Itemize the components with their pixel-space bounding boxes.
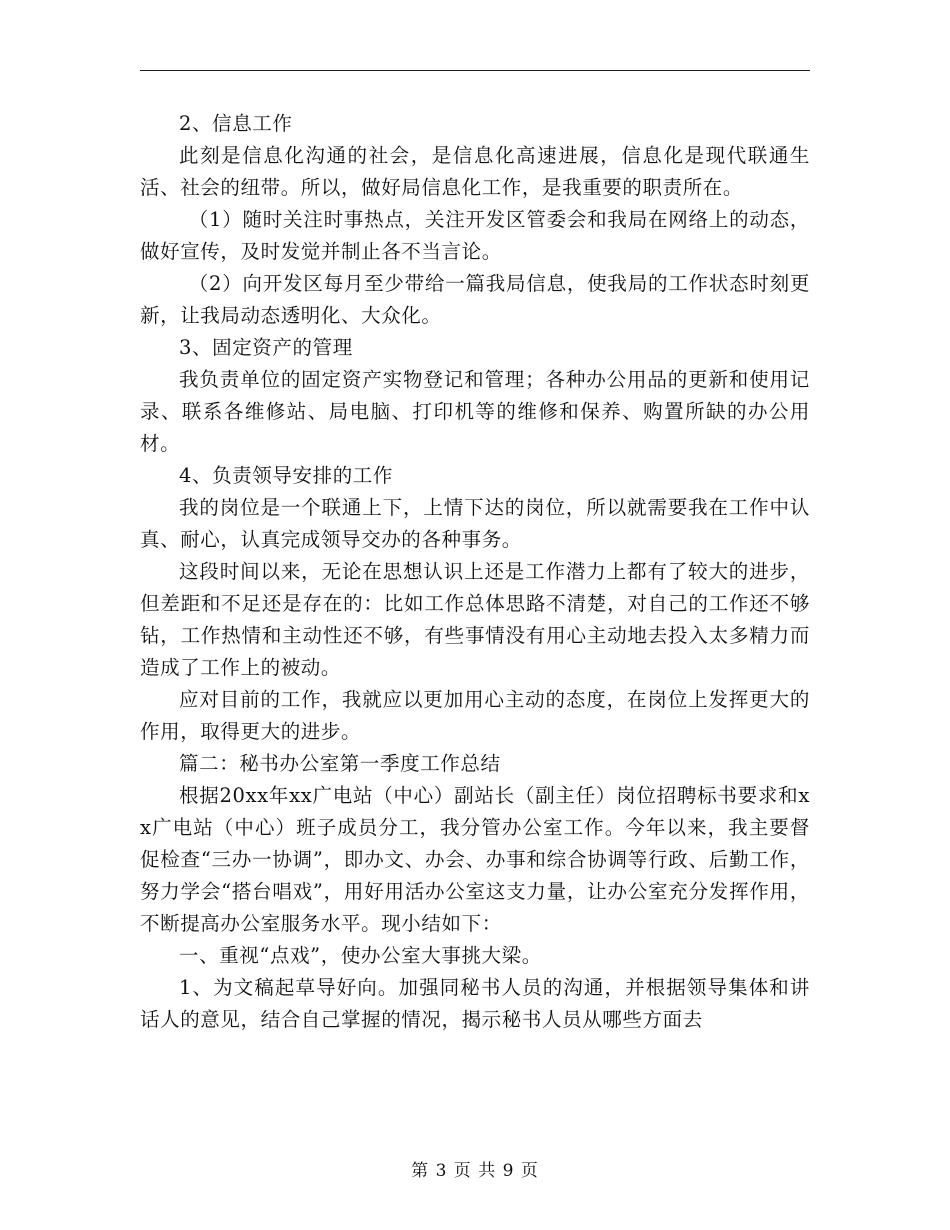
article-title-part-two: 篇二：秘书办公室第一季度工作总结 (179, 752, 501, 775)
section-heading-one: 一、重视“点戏”，使办公室大事挑大梁。 (179, 944, 542, 967)
paragraph: 我的岗位是一个联通上下，上情下达的岗位，所以就需要我在工作中认真、耐心，认真完成领导交办的各种事务。 (140, 496, 810, 551)
section-heading-fixed-assets: 3、固定资产的管理 (179, 336, 353, 359)
paragraph: 此刻是信息化沟通的社会，是信息化高速进展，信息化是现代联通生活、社会的纽带。所以，做好局信息化工作，是我重要的职责所在。 (140, 144, 810, 199)
paragraph: 我负责单位的固定资产实物登记和管理；各种办公用品的更新和使用记录、联系各维修站、局电脑、打印机等的维修和保养、购置所缺的办公用材。 (140, 368, 810, 455)
paragraph: 这段时间以来，无论在思想认识上还是工作潜力上都有了较大的进步，但差距和不足还是存在的：比如工作总体思路不清楚，对自己的工作还不够钻，工作热情和主动性还不够，有些事情没有用心主动地去投入太多精力而造成了工作上的被动。 (140, 560, 810, 679)
paragraph: 根据20xx年xx广电站（中心）副站长（副主任）岗位招聘标书要求和xx广电站（中心）班子成员分工，我分管办公室工作。今年以来，我主要督促检查“三办一协调”，即办文、办会、办事和综合协调等行政、后勤工作，努力学会“搭台唱戏”，用好用活办公室这支力量，让办公室充分发挥作用，不断提高办公室服务水平。现小结如下： (140, 784, 810, 935)
section-heading-info-work: 2、信息工作 (179, 112, 293, 135)
document-body (140, 108, 810, 1036)
list-item: （2）向开发区每月至少带给一篇我局信息，使我局的工作状态时刻更新，让我局动态透明化、大众化。 (140, 272, 810, 327)
paragraph: 1、为文稿起草导好向。加强同秘书人员的沟通，并根据领导集体和讲话人的意见，结合自己掌握的情况，揭示秘书人员从哪些方面去 (140, 976, 810, 1031)
list-item: （1）随时关注时事热点，关注开发区管委会和我局在网络上的动态，做好宣传，及时发觉并制止各不当言论。 (140, 208, 810, 263)
section-heading-leader-tasks: 4、负责领导安排的工作 (179, 464, 394, 487)
paragraph: 应对目前的工作，我就应以更加用心主动的态度，在岗位上发挥更大的作用，取得更大的进步。 (140, 688, 810, 743)
header-rule (140, 70, 810, 71)
page-number-footer: 第 3 页 共 9 页 (411, 1161, 539, 1181)
